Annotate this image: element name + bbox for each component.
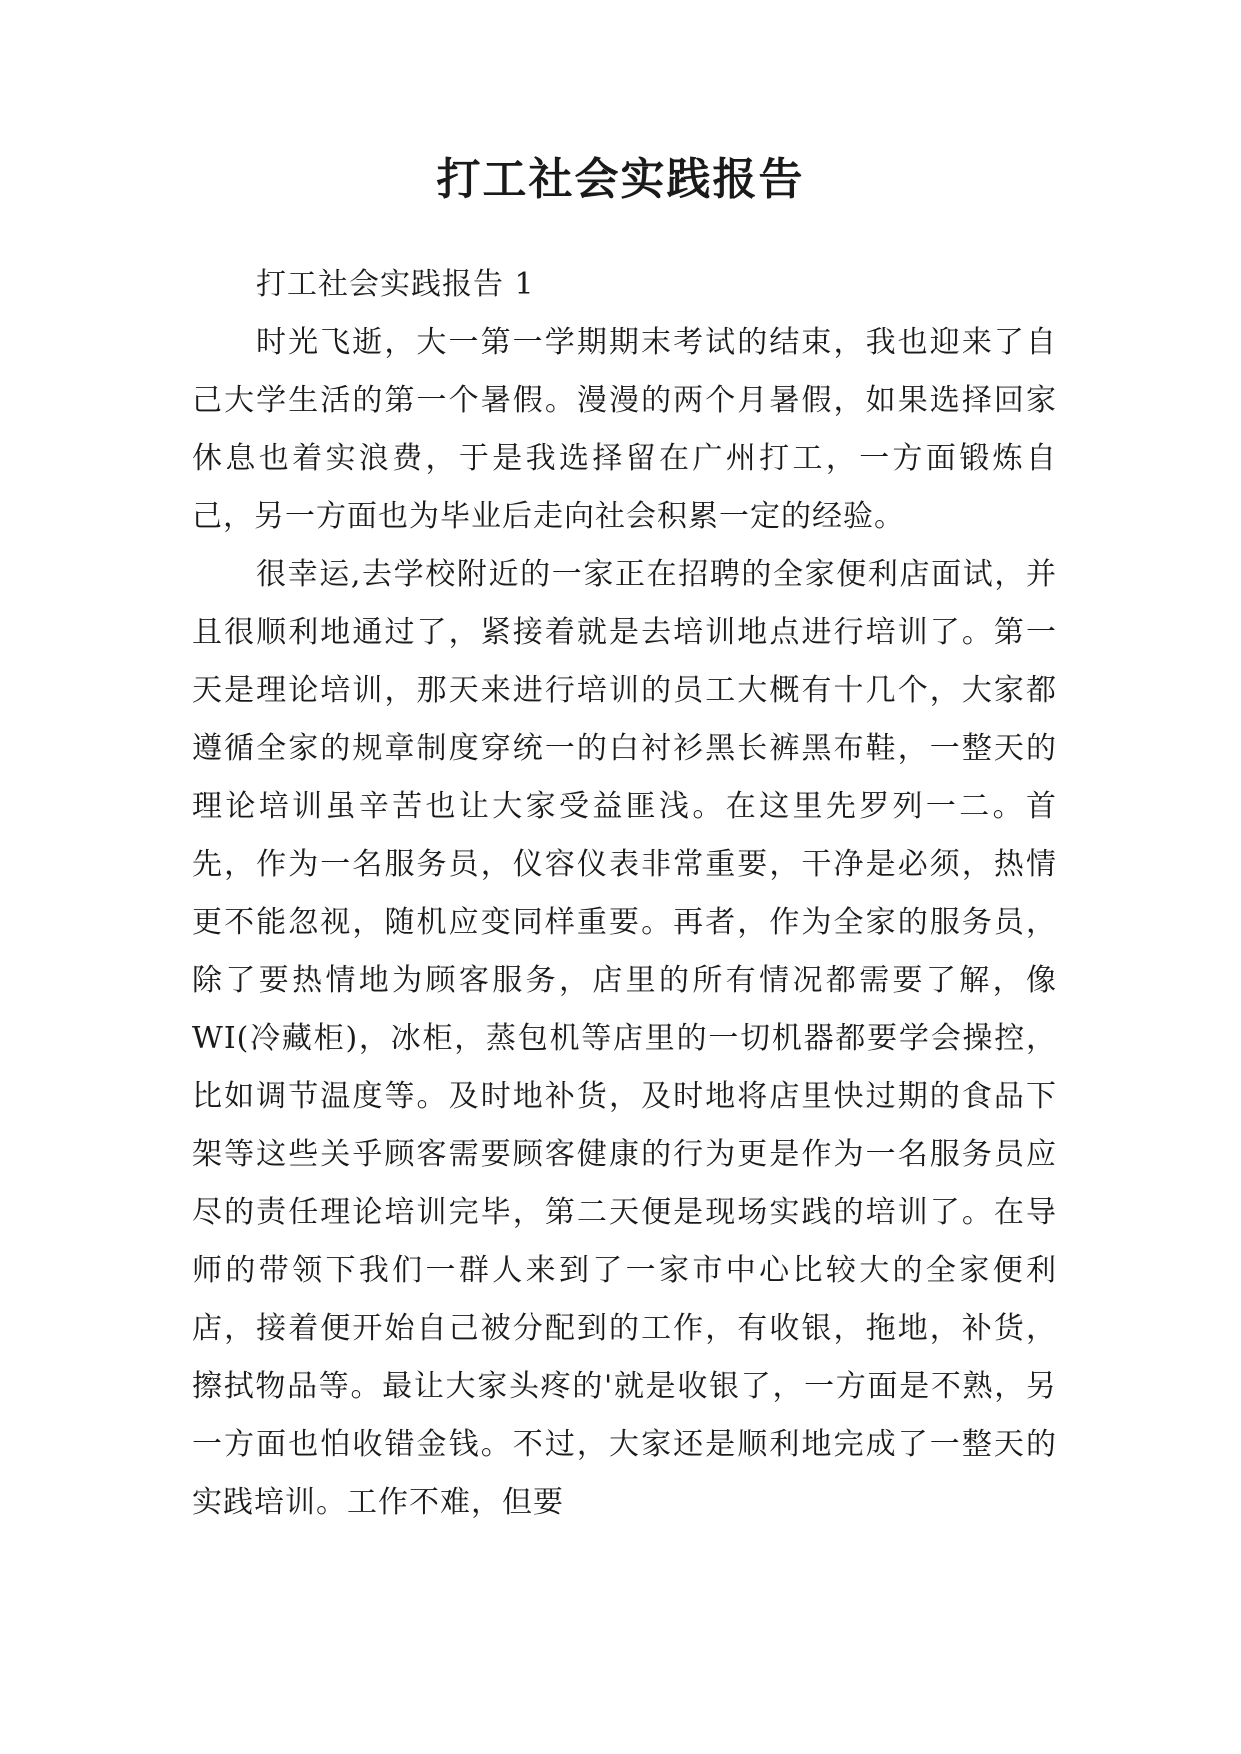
document-title: 打工社会实践报告 <box>436 154 805 205</box>
body-paragraph: 时光飞逝，大一第一学期期末考试的结束，我也迎来了自己大学生活的第一个暑假。漫漫的两个月暑假，如果选择回家休息也着实浪费，于是我选择留在广州打工，一方面锻炼自己，另一方面也为毕业后走向社会积累一定的经验。 <box>192 325 1057 534</box>
document-body <box>192 256 1057 1532</box>
section-heading: 打工社会实践报告 1 <box>256 267 535 302</box>
body-paragraph: 很幸运,去学校附近的一家正在招聘的全家便利店面试，并且很顺利地通过了，紧接着就是去培训地点进行培训了。第一天是理论培训，那天来进行培训的员工大概有十几个，大家都遵循全家的规章制度穿统一的白衬衫黑长裤黑布鞋，一整天的理论培训虽辛苦也让大家受益匪浅。在这里先罗列一二。首先，作为一名服务员，仪容仪表非常重要，干净是必须，热情更不能忽视，随机应变同样重要。再者，作为全家的服务员，除了要热情地为顾客服务，店里的所有情况都需要了解，像WI(冷藏柜)，冰柜，蒸包机等店里的一切机器都要学会操控，比如调节温度等。及时地补货，及时地将店里快过期的食品下架等这些关乎顾客需要顾客健康的行为更是作为一名服务员应尽的责任理论培训完毕，第二天便是现场实践的培训了。在导师的带领下我们一群人来到了一家市中心比较大的全家便利店，接着便开始自己被分配到的工作，有收银，拖地，补货，擦拭物品等。最让大家头疼的'就是收银了，一方面是不熟，另一方面也怕收错金钱。不过，大家还是顺利地完成了一整天的实践培训。工作不难，但要 <box>192 557 1057 1520</box>
